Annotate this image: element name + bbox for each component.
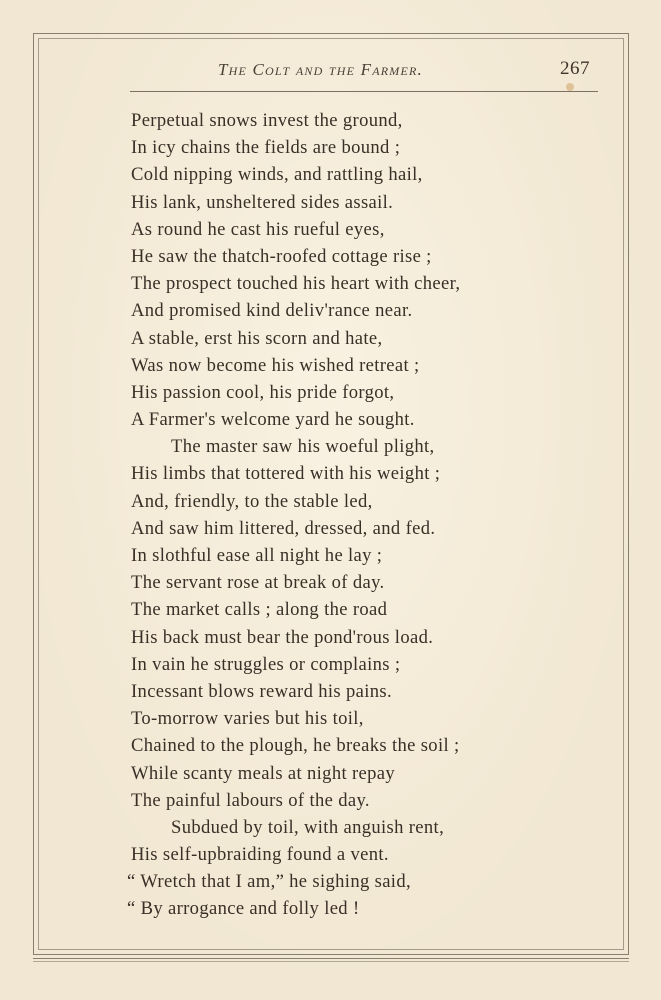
- bottom-rule-secondary: [33, 961, 629, 962]
- verse-line: His back must bear the pond'rous load.: [131, 626, 434, 648]
- verse-line: And promised kind deliv'rance near.: [131, 300, 413, 322]
- page-number: 267: [560, 58, 590, 79]
- verse-line: His passion cool, his pride forgot,: [131, 381, 395, 403]
- verse-line: Cold nipping winds, and rattling hail,: [131, 164, 423, 186]
- running-title: The Colt and the Farmer.: [218, 60, 423, 79]
- verse-line: His self-upbraiding found a vent.: [131, 844, 389, 866]
- verse-line-indented: Subdued by toil, with anguish rent,: [171, 816, 445, 838]
- verse-line: To-morrow varies but his toil,: [131, 708, 364, 730]
- running-header: [130, 58, 600, 86]
- poem-verse: [127, 107, 611, 923]
- verse-line: And, friendly, to the stable led,: [131, 490, 373, 512]
- verse-line: A stable, erst his scorn and hate,: [131, 327, 383, 349]
- verse-line: His limbs that tottered with his weight ;: [131, 463, 441, 485]
- verse-line: As round he cast his rueful eyes,: [131, 218, 385, 240]
- verse-line: While scanty meals at night repay: [131, 762, 396, 784]
- verse-line: In vain he struggles or complains ;: [131, 653, 401, 675]
- verse-line: “ Wretch that I am,” he sighing said,: [127, 871, 411, 893]
- verse-line: And saw him littered, dressed, and fed.: [131, 517, 436, 539]
- paper-stain: [566, 83, 574, 91]
- verse-line: The prospect touched his heart with cheer,: [131, 273, 461, 295]
- verse-line: The servant rose at break of day.: [131, 572, 385, 594]
- verse-line: In icy chains the fields are bound ;: [131, 137, 401, 159]
- verse-line: Perpetual snows invest the ground,: [131, 110, 403, 131]
- verse-line: His lank, unsheltered sides assail.: [131, 191, 394, 213]
- verse-line: The painful labours of the day.: [131, 789, 370, 811]
- bottom-rule: [33, 958, 629, 959]
- verse-line: Chained to the plough, he breaks the soil ;: [131, 735, 460, 757]
- verse-line: “ By arrogance and folly led !: [127, 898, 360, 920]
- header-rule: [130, 91, 598, 92]
- verse-line: Incessant blows reward his pains.: [131, 680, 392, 702]
- verse-line: A Farmer's welcome yard he sought.: [131, 409, 415, 431]
- verse-line-indented: The master saw his woeful plight,: [171, 436, 435, 458]
- verse-line: He saw the thatch-roofed cottage rise ;: [131, 245, 432, 267]
- verse-line: The market calls ; along the road: [131, 599, 388, 621]
- verse-line: In slothful ease all night he lay ;: [131, 545, 383, 566]
- verse-line: Was now become his wished retreat ;: [131, 354, 420, 376]
